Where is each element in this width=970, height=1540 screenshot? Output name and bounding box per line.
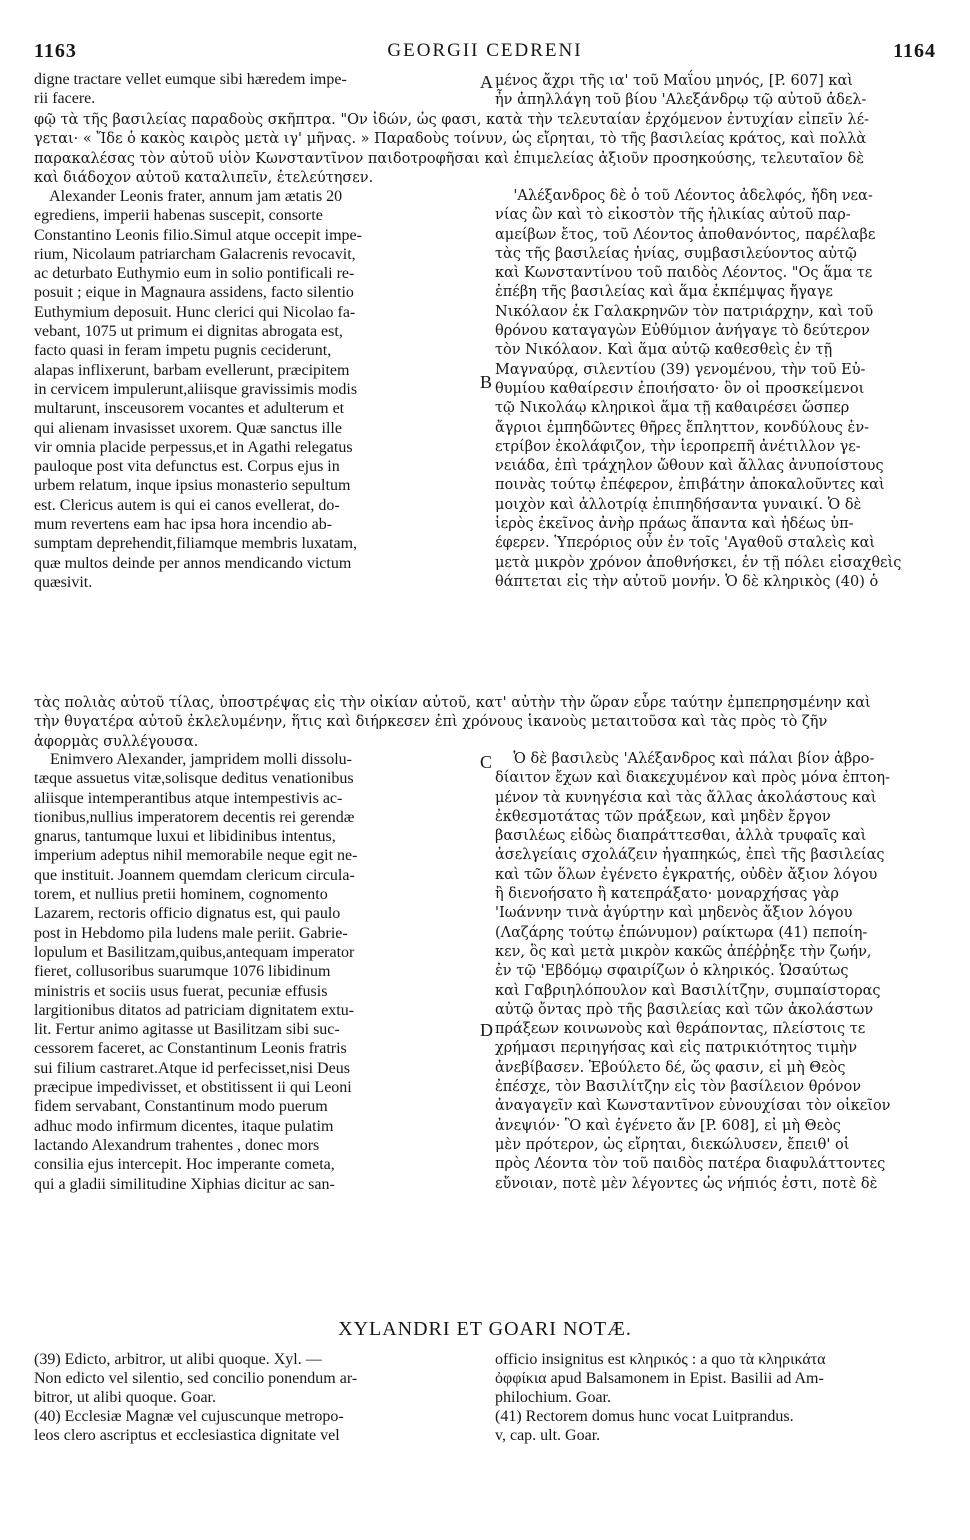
notes-heading: XYLANDRI ET GOARI NOTÆ. — [338, 1318, 632, 1340]
latin-column-1: Alexander Leonis frater, annum jam ætatis 20 egrediens, imperii habenas suscepit, consorte Constantino Leonis filio.Simul atque occepit impe- rium, Nicolaum patriarcham Galacrenis revocavit, ac deturbato Euthymio eum in solio pontificali re- posuit ; eique in Magnaura assidens, facto silentio Euthymium deposuit. Hunc clerici qui Nicolao fa- vebant, 1075 ut primum ei dignitas abrogata est, facto quasi in feram impetu pugnis ceciderunt, alapas inflixerunt, barbam evellerunt, præcipitem in cervicem impulerunt,aliisque gravissimis modis multarunt, insceusorem vocantes et adulterum et qui alienam invasisset uxorem. Quæ sanctus ille vir omnia placide perpessus,et in Agathi relegatus pauloque post vita defunctus est. Corpus ejus in urbem relatum, inque ipsius monasterio sepultum est. Clericus autem is qui ei canos evellerat, do- mum revertens eam hac ipsa hora incendio ab- sumptam deprehendit,filiamque membris luxatam, quæ multos deinde per annos mendicando victum quæsivit. — [34, 188, 362, 591]
page-number-right: 1164 — [893, 40, 936, 62]
latin-top: digne tractare vellet eumque sibi hæredem impe- rii facere. — [34, 71, 347, 108]
running-header — [34, 40, 936, 70]
greek-full-width-1: φῷ τὰ τῆς βασιλείας παραδοὺς σκῆπτρα. "Ον ἰδών, ὡς φασι, κατὰ τὴν τελευταίαν ἐρχόμενον ἐντυχίαν εἰπεῖν λέ- γεται· « Ἴδε ὁ κακὸς καιρὸς μετὰ ιγ' μῆνας. » Παραδοὺς τοίνυν, ὡς εἴρηται, τὸ τῆς βασιλείας κράτος, καὶ πολλὰ παρακαλέσας τὸν αὐτοῦ υἱὸν Κωνσταντῖνον παιδοτροφῆσαι καὶ ἐπιμελείας ἀξιοῦν προσηκούσης, τελευταῖον δὲ καὶ διάδοχον αὐτοῦ καταλιπεῖν, ἐτελεύτησεν. — [34, 112, 870, 186]
margin-letter-d: D — [480, 1020, 493, 1040]
greek-top: μένος ἄχρι τῆς ια' τοῦ Μαΐου μηνός, [P. 607] καὶ ἦν ἀπηλλάγη τοῦ βίου 'Αλεξάνδρῳ τῷ αὐτοῦ ἀδελ- — [495, 73, 867, 109]
greek-column-2: Ὁ δὲ βασιλεὺς 'Αλέξανδρος καὶ πάλαι βίον ἁβρο- δίαιτον ἔχων καὶ διακεχυμένον καὶ πρὸς μόνα ἐπτοη- μένον τὰ κυνηγέσια καὶ τὰς ἄλλας ἀκολάστους καὶ ἐκθεσμοτάτας τῶν πράξεων, καὶ μηδὲν ἔργον βασιλέως εἰδὼς διαπράττεσθαι, ἀλλὰ τρυφαῖς καὶ ἀσελγείαις σχολάζειν ἠγαπηκώς, ἐπεὶ τῆς βασιλείας καὶ τῶν ὅλων ἐγένετο ἐγκρατής, οὐδὲν ἄξιον λόγου ἢ διενοήσατο ἢ κατεπράξατο· μοναρχήσας γὰρ 'Ιωάννην τινὰ ἀγύρτην καὶ μηδενὸς ἄξιον λόγου (Λαζάρης τούτῳ ἐπώνυμον) ραίκτωρα (41) πεποίη- κεν, ὃς καὶ μετὰ μικρὸν κακῶς ἀπέῤῥηξε τὴν ζωήν, ἐν τῷ 'Εβδόμῳ σφαιρίζων ὁ κληρικός. Ὡσαύτως καὶ Γαβριηλόπουλον καὶ Βασιλίτζην, συμπαίστορας αὐτῷ ὄντας πρὸ τῆς βασιλείας καὶ τῶν ἀκολάστων πράξεων κοινωνοὺς καὶ θεράποντας, πλείστοις τε χρήμασι περιηγήσας καὶ εἰς πατρικιότητος τιμὴν ἀνεβίβασεν. Ἐβούλετο δέ, ὥς φασιν, εἰ μὴ Θεὸς ἐπέσχε, τὸν Βασιλίτζην εἰς τὸν βασίλειον θρόνον ἀναγαγεῖν καὶ Κωνσταντῖνον εὐνουχίσαι τὸν οἰκεῖον ἀνεψιόν· Ὃ καὶ ἐγένετο ἄν [P. 608], εἰ μὴ Θεὸς μὲν πρότερον, ὡς εἴρηται, διεκώλυσεν, ἔπειθ' οἱ πρὸς Λέοντα τὸν τοῦ παιδὸς πατέρα διαφυλάττοντες εὔνοιαν, ποτὲ μὲν λέγοντες ὡς νήπιός ἐστι, ποτὲ δὲ — [495, 751, 891, 1192]
greek-column-1: 'Αλέξανδρος δὲ ὁ τοῦ Λέοντος ἀδελφός, ἤδη νεα- νίας ὢν καὶ τὸ εἰκοστὸν τῆς ἡλικίας αὐτοῦ παρ- αμείβων ἔτος, τοῦ Λέοντος ἀποθανόντος, παρέλαβε τὰς τῆς βασιλείας ἡνίας, συμβασιλεύοντος αὐτῷ καὶ Κωνσταντίνου τοῦ παιδὸς Λέοντος. "Ος ἅμα τε ἐπέβη τῆς βασιλείας καὶ ἅμα ἐκπέμψας ἤγαγε Νικόλαον ἐκ Γαλακρηνῶν τὸν πατριάρχην, καὶ τοῦ θρόνου καταγαγὼν Εὐθύμιον ἀνήγαγε τὸ δεύτερον τὸν Νικόλαον. Καὶ ἅμα αὐτῷ καθεσθεὶς ἐν τῇ Μαγναύρᾳ, σιλεντίου (39) γενομένου, τὴν τοῦ Εὐ- θυμίου καθαίρεσιν ἐποιήσατο· ὃν οἱ προσκείμενοι τῷ Νικολάῳ κληρικοὶ ἅμα τῇ καθαιρέσει ὥσπερ ἄγριοι ἐμπηδῶντες θῆρες ἔπληττον, κονδύλους ἐν- ετρίβον ἐκολάφιζον, τὴν ἱεροπρεπῆ ἀνέτιλλον γε- νειάδα, ἐπὶ τράχηλον ὤθουν καὶ ἄλλας ἀνυποίστους ποινὰς τούτῳ ἐπέφερον, ἐπιβάτην ἀποκαλοῦντες καὶ μοιχὸν καὶ ἀλλοτρίᾳ ἐπιπηδήσαντα γυναικί. Ὁ δὲ ἱερὸς ἐκεῖνος ἀνὴρ πράως ἅπαντα καὶ ἡδέως ὑπ- έφερεν. Ὑπερόριος οὖν ἐν τοῖς 'Αγαθοῦ σταλεὶς καὶ μετὰ μικρὸν χρόνον ἀποθνήσκει, ἐν τῇ πόλει εἰσαχθεὶς θάπτεται εἰς τὴν αὐτοῦ μονήν. Ὁ δὲ κληρικὸς (40) ὁ — [495, 188, 902, 590]
page-number-left: 1163 — [34, 40, 77, 62]
latin-column-2: Enimvero Alexander, jampridem molli dissolu- tæque assuetus vitæ,solisque deditus venationibus aliisque intemperantibus atque intempestivis ac- tionibus,nullius imperatorem decentis rei gerendæ gnarus, tantumque luxui et libidinibus intentus, imperium adeptus nihil memorabile neque egit ne- que instituit. Joannem quemdam clericum circula- torem, et nullius pretii hominem, cognomento Lazarem, rectoris officio dignatus est, qui paulo post in Hebdomo pila ludens male periit. Gabrie- lopulum et Basilitzam,quibus,antequam imperator fieret, collusoribus suarumque 1076 libidinum ministris et sociis usus fuerat, pecuniæ effusis largitionibus ditatos ad patriciam dignitatem extu- lit. Fertur animo agitasse ut Basilitzam sibi suc- cessorem faceret, ac Constantinum Leonis fratris sui filium castraret.Atque id perfecisset,nisi Deus præcipue impedivisset, et obstitissent ii qui Leoni fidem servabant, Constantinum modo puerum adhuc modo infirmum dicentes, itaque pulatim lactando Alexandrum trahentes , donec mors consilia ejus intercepit. Hoc imperante cometa, qui a gladii similitudine Xiphias dicitur ac san- — [34, 751, 358, 1193]
greek-full-width-2: τὰς πολιὰς αὐτοῦ τίλας, ὑποστρέψας εἰς τὴν οἰκίαν αὐτοῦ, κατ' αὐτὴν τὴν ὥραν εὗρε ταύτην ἐμπεπρησμένην καὶ τὴν θυγατέρα αὐτοῦ ἐκλελυμένην, ἥτις καὶ διήρκεσεν ἐπὶ χρόνους ἱκανοὺς μεταιτοῦσα καὶ τὰς πρὸς τὸ ζῆν ἀφορμὰς συλλέγουσα. — [34, 695, 871, 750]
margin-letter-b: B — [480, 372, 493, 392]
notes-right: officio insignitus est κληρικός : a quo τὰ κληρικάτα ὀφφίκια apud Balsamonem in Epist. Basilii ad Am- philochium. Goar. (41) Rectorem domus hunc vocat Luitprandus. v, cap. ult. Goar. — [495, 1351, 826, 1444]
notes-left: (39) Edicto, arbitror, ut alibi quoque. Xyl. — Non edicto vel silentio, sed concilio ponendum ar- bitror, ut alibi quoque. Goar. (40) Ecclesiæ Magnæ vel cujuscunque metropo- leos clero ascriptus et ecclesiastica dignitate vel — [34, 1351, 358, 1444]
margin-letter-a: A — [480, 72, 493, 92]
margin-letter-c: C — [480, 752, 493, 772]
running-title: GEORGII CEDRENI — [387, 40, 583, 61]
